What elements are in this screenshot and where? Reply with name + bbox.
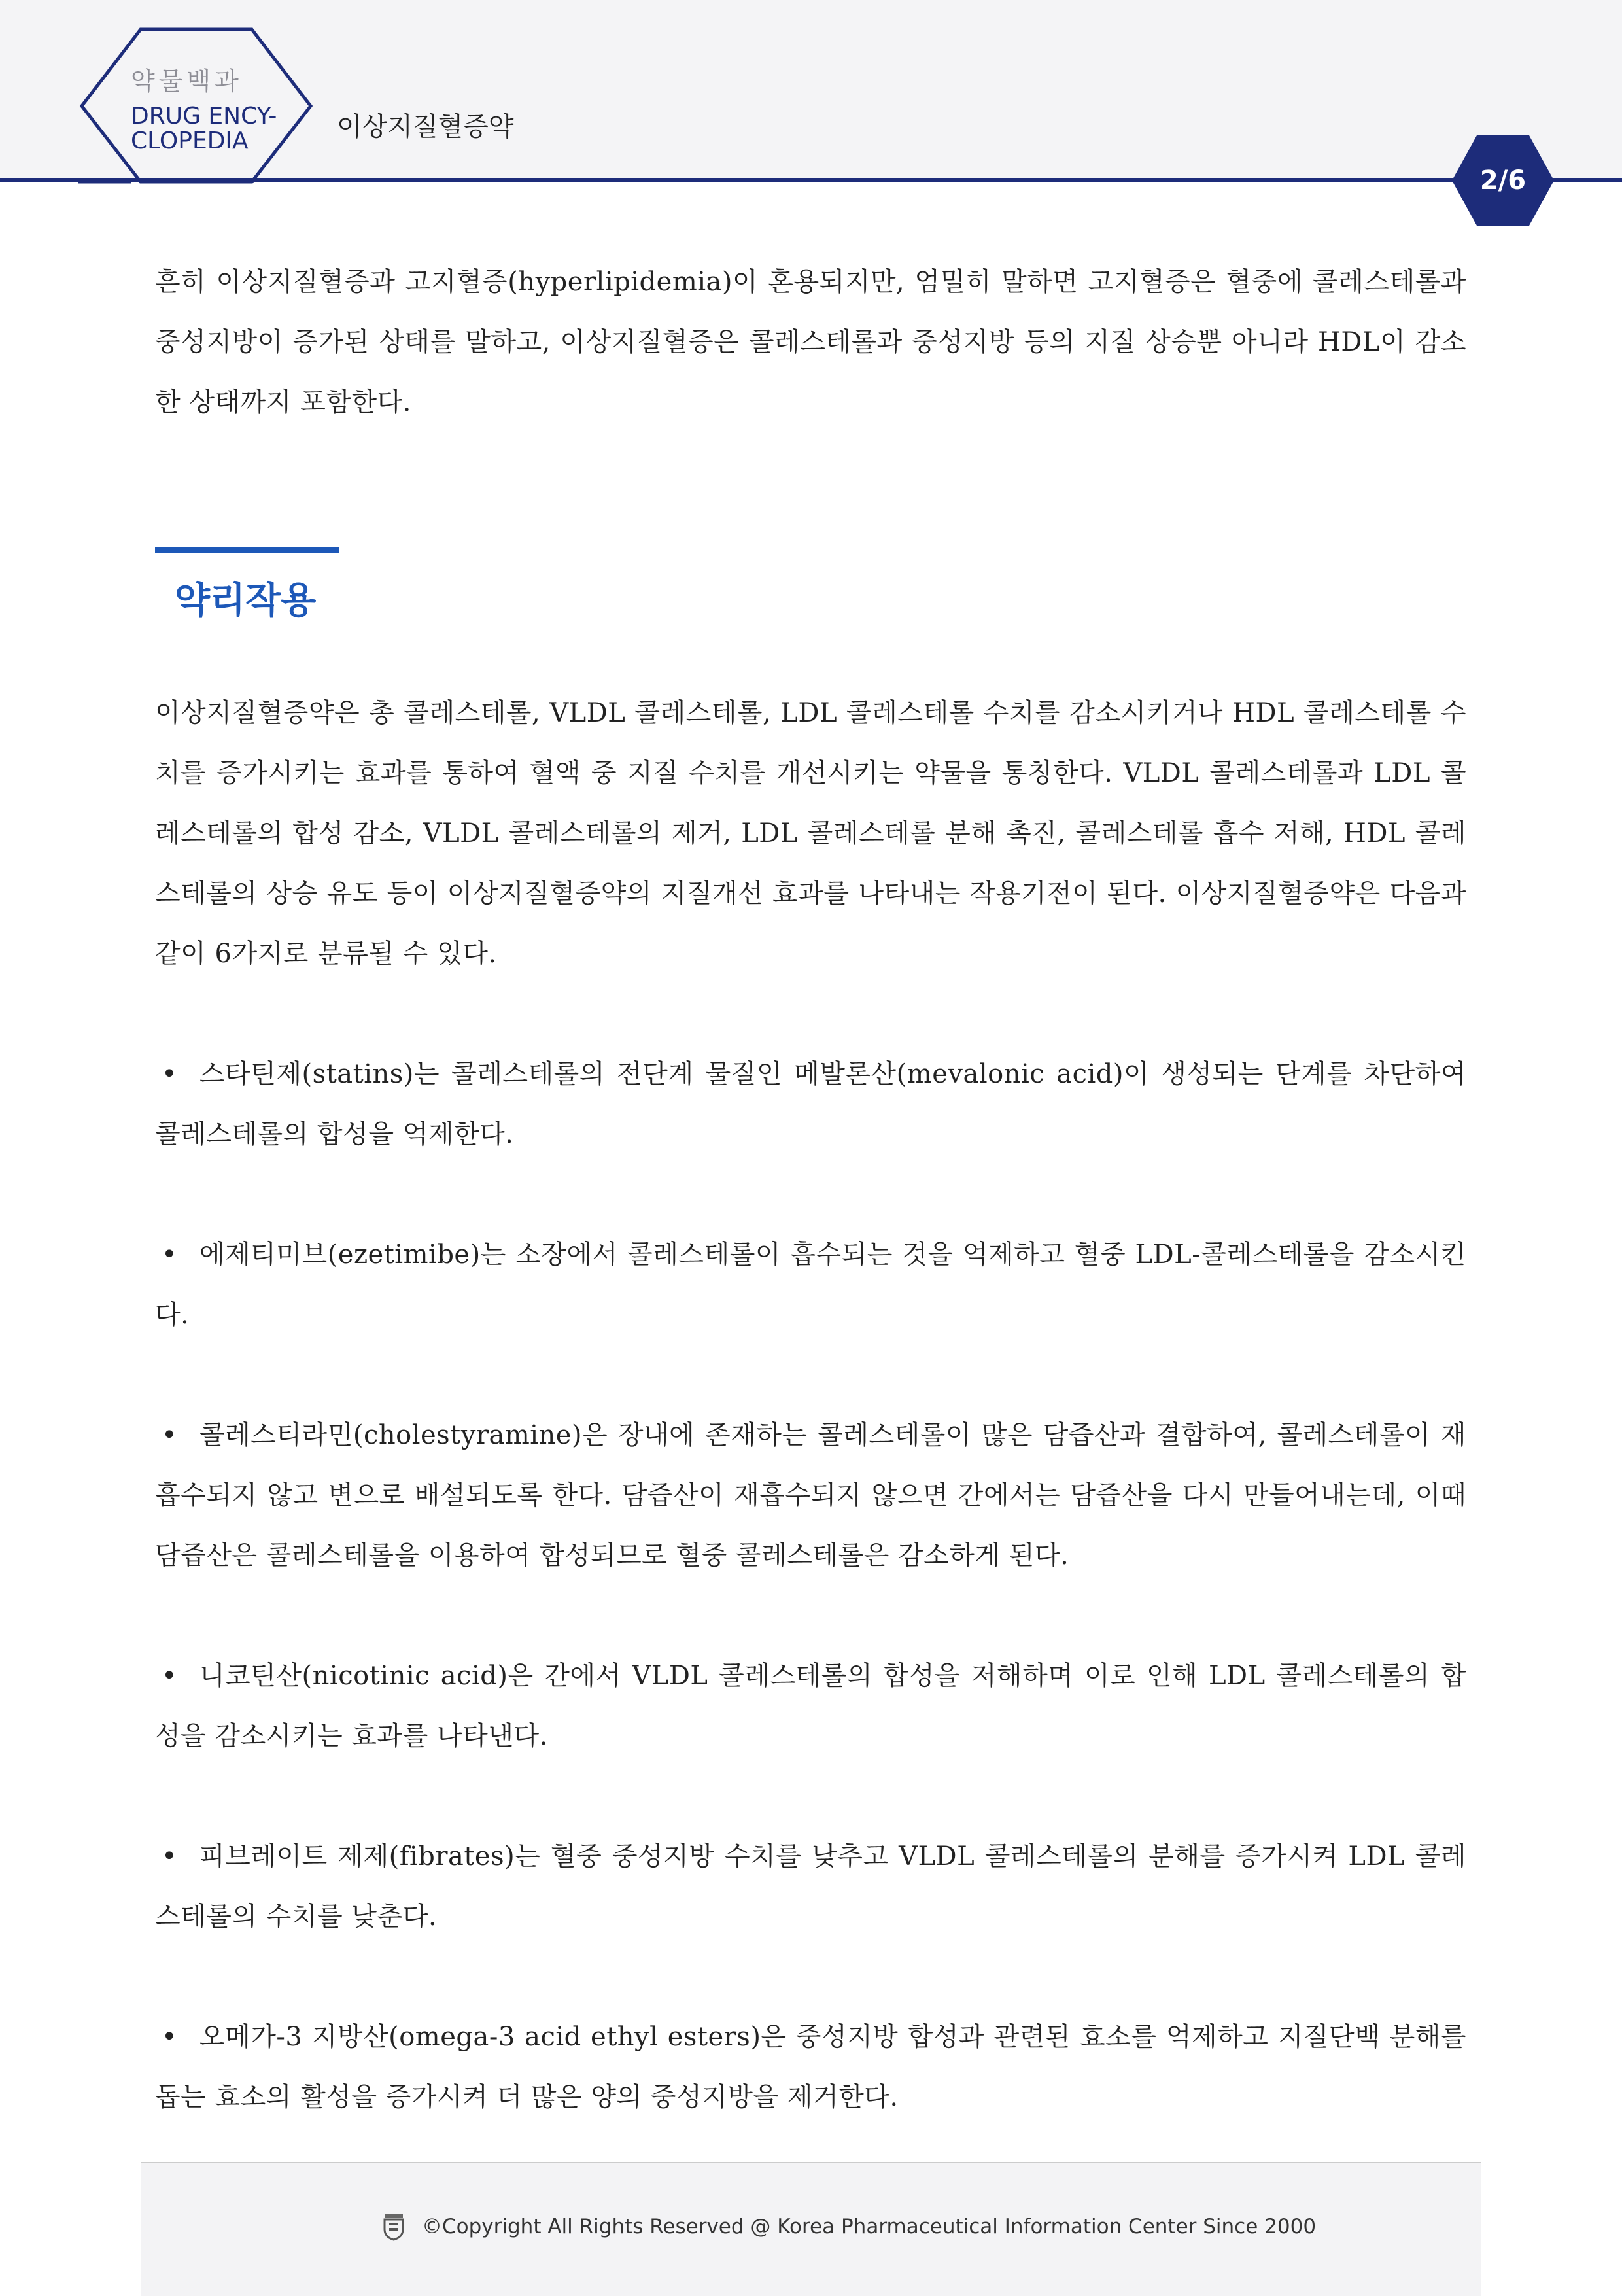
bullet-text: 에제티미브(ezetimibe)는 소장에서 콜레스테롤이 흡수되는 것을 억제하고 혈중 LDL-콜레스테롤을 감소시킨다. xyxy=(155,1240,1466,1330)
bullet-icon: • xyxy=(162,1420,178,1450)
bullet-icon: • xyxy=(162,1240,178,1270)
bullet-item xyxy=(155,2007,1466,2127)
intro-paragraph: 흔히 이상지질혈증과 고지혈증(hyperlipidemia)이 혼용되지만, 엄밀히 말하면 고지혈증은 혈중에 콜레스테롤과 중성지방이 증가된 상태를 말하고, 이상지질혈증은 콜레스테롤과 중성지방 등의 지질 상승뿐 아니라 HDL이 감소한 상태까지 포함한다. xyxy=(155,267,1466,417)
bullet-item xyxy=(155,1826,1466,1947)
bullet-item xyxy=(155,1044,1466,1164)
bullet-text: 오메가-3 지방산(omega-3 acid ethyl esters)은 중성지방 합성과 관련된 효소를 억제하고 지질단백 분해를 돕는 효소의 활성을 증가시켜 더 많은 양의 중성지방을 제거한다. xyxy=(155,2022,1466,2112)
header-divider xyxy=(0,178,1622,182)
bullet-item xyxy=(155,1646,1466,1766)
footer xyxy=(383,2212,1316,2241)
bullet-icon: • xyxy=(162,1059,178,1089)
bullet-text: 콜레스티라민(cholestyramine)은 장내에 존재하는 콜레스테롤이 많은 담즙산과 결합하여, 콜레스테롤이 재흡수되지 않고 변으로 배설되도록 한다. 담즙산이 재흡수되지 않으면 간에서는 담즙산을 다시 만들어내는데, 이때 담즙산은 콜레스테롤을 이용하여 합성되므로 혈중 콜레스테롤은 감소하게 된다. xyxy=(155,1420,1466,1571)
bullet-text: 니코틴산(nicotinic acid)은 간에서 VLDL 콜레스테롤의 합성을 저해하며 이로 인해 LDL 콜레스테롤의 합성을 감소시키는 효과를 나타낸다. xyxy=(155,1661,1466,1751)
main-content xyxy=(155,252,1466,2127)
section-title: 약리작용 xyxy=(175,580,317,622)
bullet-icon: • xyxy=(162,1841,178,1871)
bullet-text: 피브레이트 제제(fibrates)는 혈중 중성지방 수치를 낮추고 VLDL 콜레스테롤의 분해를 증가시켜 LDL 콜레스테롤의 수치를 낮춘다. xyxy=(155,1841,1466,1932)
bullet-icon: • xyxy=(162,1661,178,1691)
bullet-text: 스타틴제(statins)는 콜레스테롤의 전단계 물질인 메발론산(mevalonic acid)이 생성되는 단계를 차단하여 콜레스테롤의 합성을 억제한다. xyxy=(155,1059,1466,1149)
logo-english-line2: CLOPEDIA xyxy=(131,127,249,154)
bullet-item xyxy=(155,1405,1466,1586)
bullet-icon: • xyxy=(162,2022,178,2052)
section-summary: 이상지질혈증약은 총 콜레스테롤, VLDL 콜레스테롤, LDL 콜레스테롤 수치를 감소시키거나 HDL 콜레스테롤 수치를 증가시키는 효과를 통하여 혈액 중 지질 수치를 개선시키는 약물을 통칭한다. VLDL 콜레스테롤과 LDL 콜레스테롤의 합성 감소, VLDL 콜레스테롤의 제거, LDL 콜레스테롤 분해 촉진, 콜레스테롤 흡수 저해, HDL 콜레스테롤의 상승 유도 등이 이상지질혈증약의 지질개선 효과를 나타내는 작용기전이 된다. 이상지질혈증약은 다음과 같이 6가지로 분류될 수 있다. xyxy=(155,698,1466,969)
page-indicator: 2/6 xyxy=(1479,165,1527,196)
logo-korean-text: 약물백과 xyxy=(131,67,243,96)
logo-english-line1: DRUG ENCY- xyxy=(131,102,277,130)
section-title-bar xyxy=(155,547,339,553)
crest-icon xyxy=(383,2212,405,2241)
copyright-text: ©Copyright All Rights Reserved @ Korea Pharmaceutical Information Center Since 2000 xyxy=(422,2215,1317,2238)
document-title: 이상지질혈증약 xyxy=(337,112,514,142)
logo xyxy=(131,69,277,153)
bullet-item xyxy=(155,1225,1466,1345)
